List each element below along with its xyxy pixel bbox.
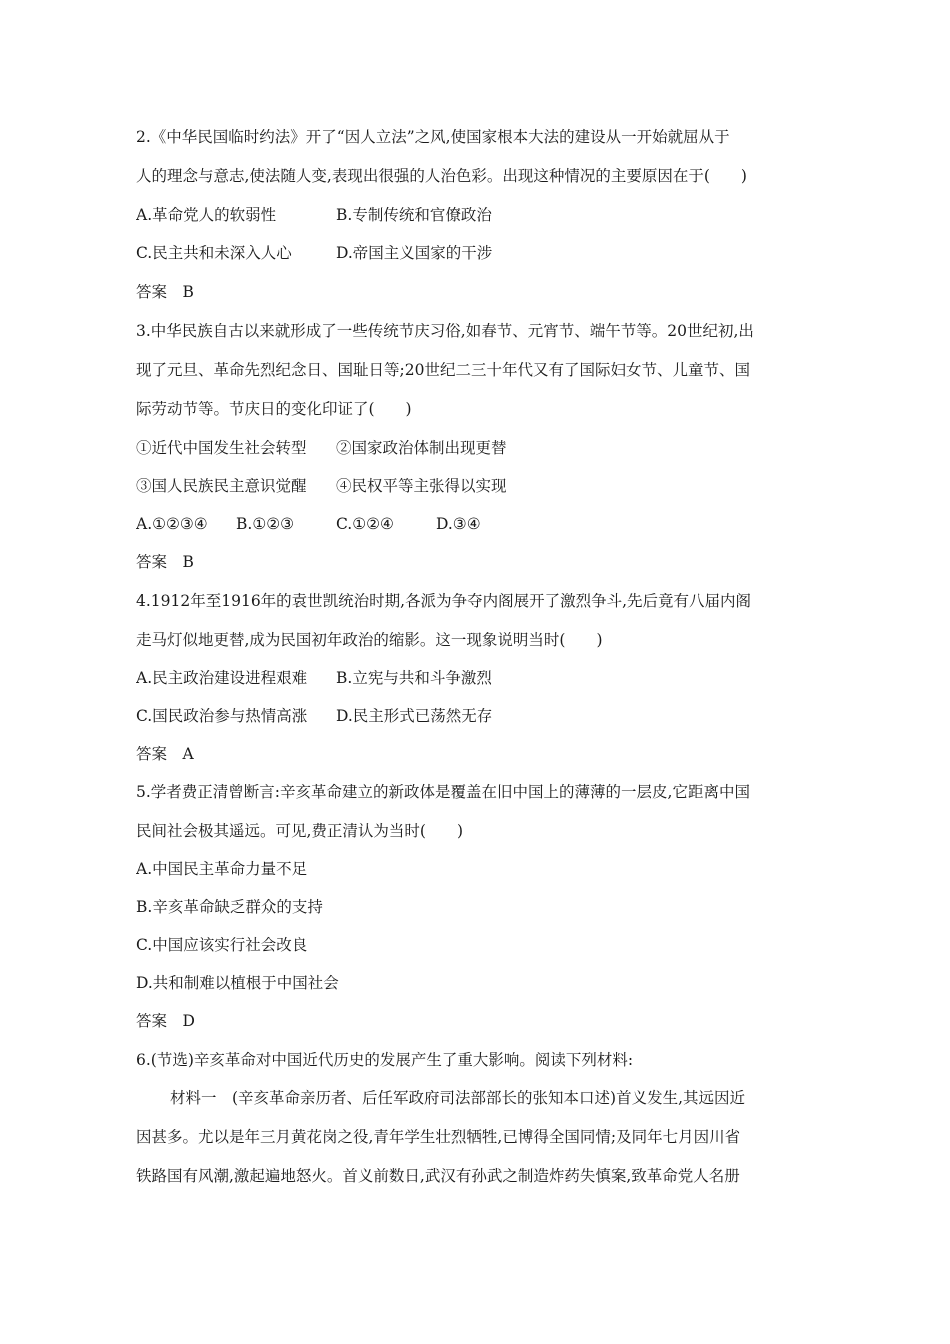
q3-option-d: D.③④ — [436, 515, 481, 533]
q2-options-row-2 — [136, 242, 826, 264]
q2-option-a: A.革命党人的软弱性 — [136, 206, 277, 224]
q2-stem-line-1: 2.《中华民国临时约法》开了“因人立法”之风,使国家根本大法的建设从一开始就屈从于 — [136, 128, 730, 146]
q3-statements-row-2 — [136, 475, 826, 497]
q2-answer: 答案 B — [136, 283, 194, 301]
q3-stem-line-3: 际劳动节等。节庆日的变化印证了( ) — [136, 400, 412, 418]
q4-option-a: A.民主政治建设进程艰难 — [136, 669, 308, 687]
q3-stem-line-2: 现了元旦、革命先烈纪念日、国耻日等;20世纪二三十年代又有了国际妇女节、儿童节、国 — [136, 361, 750, 379]
q5-option-a: A.中国民主革命力量不足 — [136, 860, 308, 878]
q4-stem-line-2: 走马灯似地更替,成为民国初年政治的缩影。这一现象说明当时( ) — [136, 631, 603, 649]
q5-stem-line-1: 5.学者费正清曾断言:辛亥革命建立的新政体是覆盖在旧中国上的薄薄的一层皮,它距离中国 — [136, 783, 750, 801]
q3-statement-4: ④民权平等主张得以实现 — [336, 477, 507, 495]
q2-options-row-1 — [136, 204, 826, 226]
q6-material-line-1: 材料一 (辛亥革命亲历者、后任军政府司法部部长的张知本口述)首义发生,其远因近 — [170, 1089, 746, 1107]
q5-answer: 答案 D — [136, 1012, 195, 1030]
q4-options-row-2 — [136, 705, 826, 727]
q3-option-b: B.①②③ — [236, 515, 295, 533]
q4-stem-line-1: 4.1912年至1916年的袁世凯统治时期,各派为争夺内阁展开了激烈争斗,先后竟有八届内阁 — [136, 592, 752, 610]
q2-option-c: C.民主共和未深入人心 — [136, 244, 292, 262]
q3-statement-2: ②国家政治体制出现更替 — [336, 439, 507, 457]
q2-option-b: B.专制传统和官僚政治 — [336, 206, 492, 224]
q6-material-line-2: 因甚多。尤以是年三月黄花岗之役,青年学生壮烈牺牲,已博得全国同情;及同年七月因川省 — [136, 1128, 741, 1146]
q3-stem-line-1: 3.中华民族自古以来就形成了一些传统节庆习俗,如春节、元宵节、端午节等。20世纪初,出 — [136, 322, 754, 340]
q4-option-c: C.国民政治参与热情高涨 — [136, 707, 308, 725]
q3-option-c: C.①②④ — [336, 515, 394, 533]
q4-options-row-1 — [136, 667, 826, 689]
q5-option-b: B.辛亥革命缺乏群众的支持 — [136, 898, 323, 916]
q5-option-c: C.中国应该实行社会改良 — [136, 936, 308, 954]
q6-stem-line-1: 6.(节选)辛亥革命对中国近代历史的发展产生了重大影响。阅读下列材料: — [136, 1051, 634, 1069]
q3-options-row — [136, 513, 826, 535]
q4-option-b: B.立宪与共和斗争激烈 — [336, 669, 492, 687]
q6-material-line-3: 铁路国有风潮,激起遍地怒火。首义前数日,武汉有孙武之制造炸药失慎案,致革命党人名册 — [136, 1167, 740, 1185]
q4-answer: 答案 A — [136, 745, 194, 763]
q2-stem-line-2: 人的理念与意志,使法随人变,表现出很强的人治色彩。出现这种情况的主要原因在于( ) — [136, 167, 747, 185]
q4-option-d: D.民主形式已荡然无存 — [336, 707, 493, 725]
q5-stem-line-2: 民间社会极其遥远。可见,费正清认为当时( ) — [136, 822, 464, 840]
q3-option-a: A.①②③④ — [136, 515, 208, 533]
q3-answer: 答案 B — [136, 553, 194, 571]
q5-option-d: D.共和制难以植根于中国社会 — [136, 974, 339, 992]
q3-statements-row-1 — [136, 437, 826, 459]
q3-statement-1: ①近代中国发生社会转型 — [136, 439, 307, 457]
q3-statement-3: ③国人民族民主意识觉醒 — [136, 477, 307, 495]
q2-option-d: D.帝国主义国家的干涉 — [336, 244, 493, 262]
